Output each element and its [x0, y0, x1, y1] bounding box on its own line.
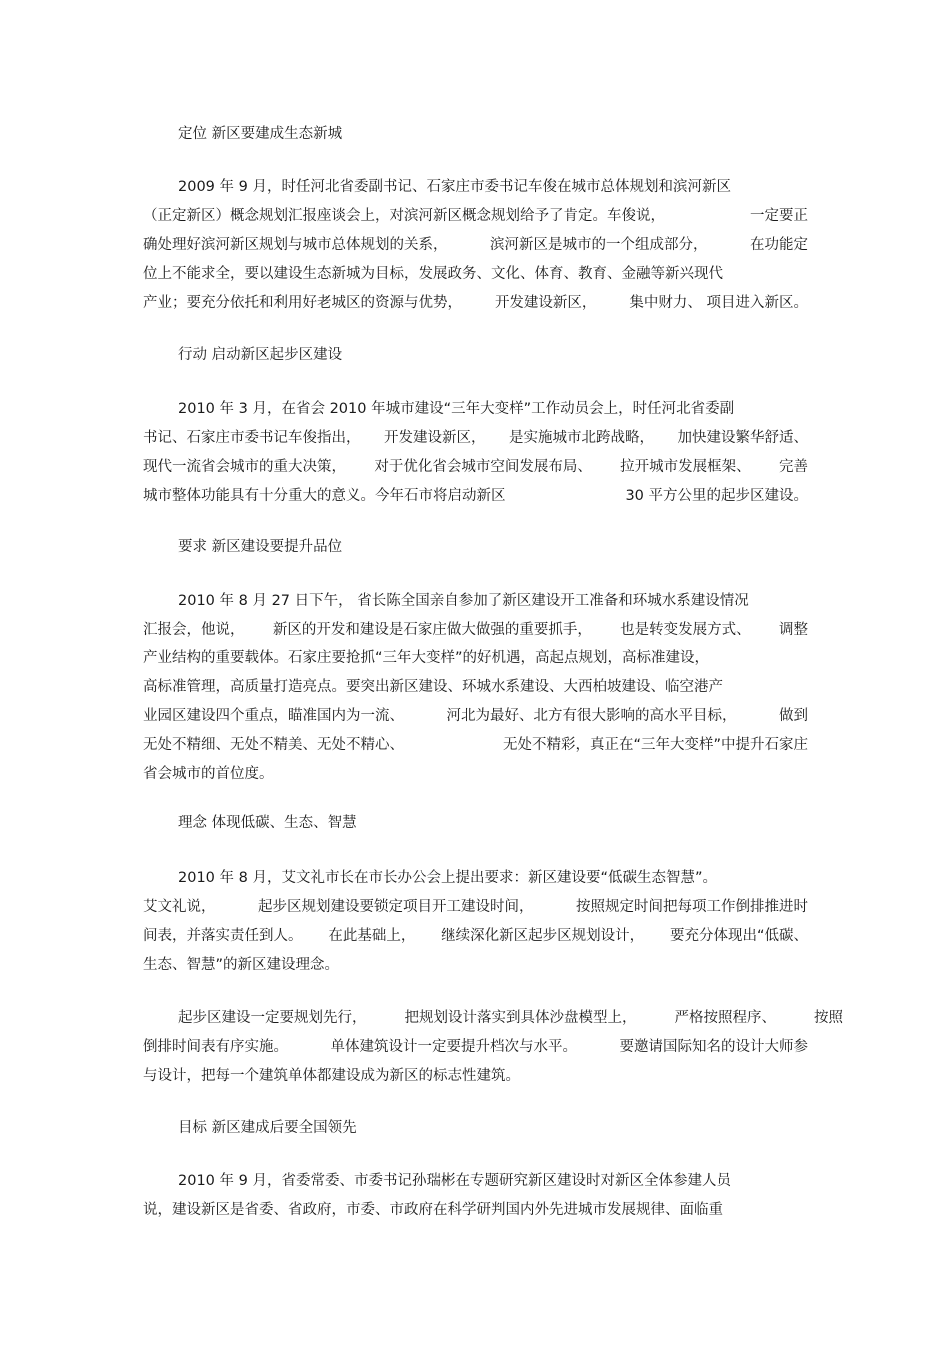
text-segment: 完善: [778, 459, 808, 475]
text-segment: 滨河新区是城市的一个组成部分，: [490, 237, 708, 253]
text-segment: 单体建筑设计一定要提升档次与水平。: [330, 1039, 577, 1055]
paragraph-line: [143, 293, 808, 313]
text-segment: 也是转变发展方式、: [620, 622, 751, 638]
paragraph-line: [178, 868, 843, 888]
text-segment: 城市整体功能具有十分重大的意义。今年石市将启动新区: [143, 488, 506, 504]
paragraph-line: [143, 735, 808, 755]
text-segment: 业园区建设四个重点，瞄准国内为一流、: [143, 708, 404, 724]
paragraph-line: [143, 677, 808, 697]
text-segment: 在此基础上，: [328, 928, 416, 944]
text-segment: 位上不能求全，要以建设生态新城为目标，发展政务、文化、体育、教育、金融等新兴现代: [143, 266, 723, 282]
paragraph-line: [178, 1171, 843, 1191]
text-segment: 继续深化新区起步区规划设计，: [441, 928, 645, 944]
section-heading: [178, 1118, 843, 1138]
text-segment: 2009 年 9 月，时任河北省委副书记、石家庄市委书记车俊在城市总体规划和滨河新区: [178, 179, 731, 195]
paragraph-line: [143, 1066, 808, 1086]
text-segment: 现代一流省会城市的重大决策，: [143, 459, 346, 475]
text-segment: 说，建设新区是省委、省政府，市委、市政府在科学研判国内外先进城市发展规律、面临重: [143, 1202, 723, 1218]
text-segment: 把规划设计落实到具体沙盘模型上，: [404, 1010, 637, 1026]
paragraph-line: [143, 764, 808, 784]
text-segment: 一定要正: [750, 208, 808, 224]
section-heading-text: 目标 新区建成后要全国领先: [178, 1120, 357, 1136]
text-segment: 起步区建设一定要规划先行，: [178, 1010, 367, 1026]
section-heading-text: 要求 新区建设要提升品位: [178, 539, 343, 555]
section-heading-text: 行动 启动新区起步区建设: [178, 347, 343, 363]
text-segment: 倒排时间表有序实施。: [143, 1039, 288, 1055]
text-segment: 加快建设繁华舒适、: [677, 430, 808, 446]
text-segment: 产业结构的重要载体。石家庄要抢抓“三年大变样”的好机遇，高起点规划，高标准建设，: [143, 650, 710, 666]
text-segment: （正定新区）概念规划汇报座谈会上，对滨河新区概念规划给予了肯定。车俊说，: [143, 208, 665, 224]
text-segment: 2010 年 8 月，艾文礼市长在市长办公会上提出要求：新区建设要“低碳生态智慧”。: [178, 870, 717, 886]
text-segment: 集中财力、 项目进入新区。: [629, 295, 808, 311]
paragraph-line: [143, 428, 808, 448]
text-segment: 艾文礼说，: [143, 899, 216, 915]
text-segment: 按照: [814, 1010, 843, 1026]
text-segment: 开发建设新区，: [384, 430, 486, 446]
section-heading: [178, 124, 843, 144]
section-heading-text: 理念 体现低碳、生态、智慧: [178, 815, 357, 831]
paragraph-line: [178, 399, 843, 419]
text-segment: 2010 年 3 月，在省会 2010 年城市建设“三年大变样”工作动员会上，时任河北省委副: [178, 401, 735, 417]
text-segment: 拉开城市发展框架、: [620, 459, 751, 475]
text-segment: 河北为最好、北方有很大影响的高水平目标，: [446, 708, 737, 724]
text-segment: 高标准管理，高质量打造亮点。要突出新区建设、环城水系建设、大西柏坡建设、临空港产: [143, 679, 723, 695]
paragraph-line: [143, 897, 808, 917]
paragraph-line: [143, 206, 808, 226]
paragraph-line: [143, 264, 808, 284]
section-heading-text: 定位 新区要建成生态新城: [178, 126, 343, 142]
text-segment: 在功能定: [750, 237, 808, 253]
text-segment: 无处不精细、无处不精美、无处不精心、: [143, 737, 404, 753]
section-heading: [178, 537, 843, 557]
text-segment: 开发建设新区，: [494, 295, 597, 311]
paragraph-line: [178, 1008, 843, 1028]
paragraph-line: [143, 648, 808, 668]
paragraph-line: [143, 235, 808, 255]
text-segment: 要邀请国际知名的设计大师参: [619, 1039, 808, 1055]
text-segment: 2010 年 8 月 27 日下午， 省长陈全国亲自参加了新区建设开工准备和环城水系建设情况: [178, 593, 749, 609]
paragraph-line: [143, 1200, 808, 1220]
text-segment: 按照规定时间把每项工作倒排推进时: [576, 899, 808, 915]
text-segment: 与设计，把每一个建筑单体都建设成为新区的标志性建筑。: [143, 1068, 520, 1084]
paragraph-line: [178, 591, 843, 611]
paragraph-line: [178, 177, 843, 197]
text-segment: 2010 年 9 月，省委常委、市委书记孙瑞彬在专题研究新区建设时对新区全体参建人员: [178, 1173, 731, 1189]
text-segment: 对于优化省会城市空间发展布局、: [374, 459, 592, 475]
text-segment: 无处不精彩，真正在“三年大变样”中提升石家庄: [502, 737, 808, 753]
paragraph-line: [143, 620, 808, 640]
text-segment: 要充分体现出“低碳、: [669, 928, 808, 944]
section-heading: [178, 345, 843, 365]
text-segment: 30 平方公里的起步区建设。: [625, 488, 808, 504]
text-segment: 做到: [779, 708, 808, 724]
text-segment: 产业；要充分依托和利用好老城区的资源与优势，: [143, 295, 462, 311]
text-segment: 书记、石家庄市委书记车俊指出，: [143, 430, 361, 446]
paragraph-line: [143, 486, 808, 506]
text-segment: 严格按照程序、: [674, 1010, 776, 1026]
text-segment: 汇报会，他说，: [143, 622, 245, 638]
text-segment: 起步区规划建设要锁定项目开工建设时间，: [258, 899, 534, 915]
text-segment: 确处理好滨河新区规划与城市总体规划的关系，: [143, 237, 448, 253]
paragraph-line: [143, 706, 808, 726]
paragraph-line: [143, 1037, 808, 1057]
paragraph-line: [143, 955, 808, 975]
text-segment: 新区的开发和建设是石家庄做大做强的重要抓手，: [272, 622, 592, 638]
text-segment: 调整: [778, 622, 808, 638]
text-segment: 生态、智慧”的新区建设理念。: [143, 957, 340, 973]
text-segment: 间表，并落实责任到人。: [143, 928, 303, 944]
section-heading: [178, 813, 843, 833]
text-segment: 是实施城市北跨战略，: [509, 430, 654, 446]
paragraph-line: [143, 926, 808, 946]
paragraph-line: [143, 457, 808, 477]
text-segment: 省会城市的首位度。: [143, 766, 274, 782]
